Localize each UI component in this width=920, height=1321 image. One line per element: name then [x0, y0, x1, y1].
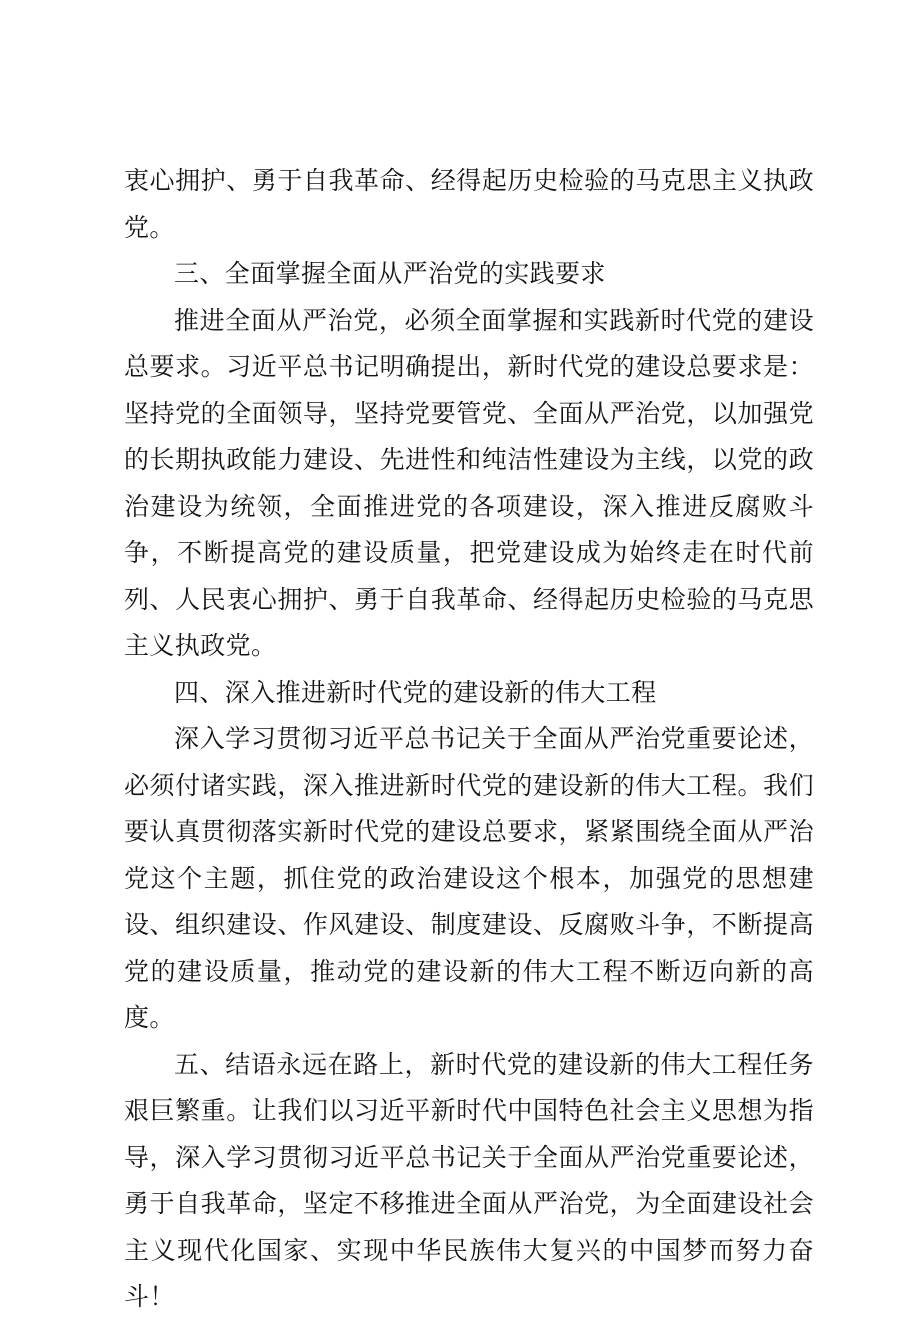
continuation-paragraph: 衷心拥护、勇于自我革命、经得起历史检验的马克思主义执政党。	[124, 166, 814, 242]
body-paragraph-3: 推进全面从严治党，必须全面掌握和实践新时代党的建设总要求。习近平总书记明确提出，新时代党的建设总要求是：坚持党的全面领导，坚持党要管党、全面从严治党，以加强党的长期执政能力建设、先进性和纯洁性建设为主线，以党的政治建设为统领，全面推进党的各项建设，深入推进反腐败斗争，不断提高党的建设质量，把党建设成为始终走在时代前列、人民衷心拥护、勇于自我革命、经得起历史检验的马克思主义执政党。	[124, 305, 814, 660]
conclusion-paragraph: 五、结语永远在路上，新时代党的建设新的伟大工程任务艰巨繁重。让我们以习近平新时代中国特色社会主义思想为指导，深入学习贯彻习近平总书记关于全面从严治党重要论述，勇于自我革命，坚定不移推进全面从严治党，为全面建设社会主义现代化国家、实现中华民族伟大复兴的中国梦而努力奋斗！	[124, 1049, 814, 1311]
section-heading-3: 三、全面掌握全面从严治党的实践要求	[174, 259, 606, 288]
body-paragraph-4: 深入学习贯彻习近平总书记关于全面从严治党重要论述，必须付诸实践，深入推进新时代党的建设新的伟大工程。我们要认真贯彻落实新时代党的建设总要求，紧紧围绕全面从严治党这个主题，抓住党的政治建设这个根本，加强党的思想建设、组织建设、作风建设、制度建设、反腐败斗争，不断提高党的建设质量，推动党的建设新的伟大工程不断迈向新的高度。	[124, 724, 814, 1032]
document-body	[124, 158, 814, 1321]
section-heading-4: 四、深入推进新时代党的建设新的伟大工程	[174, 677, 657, 707]
